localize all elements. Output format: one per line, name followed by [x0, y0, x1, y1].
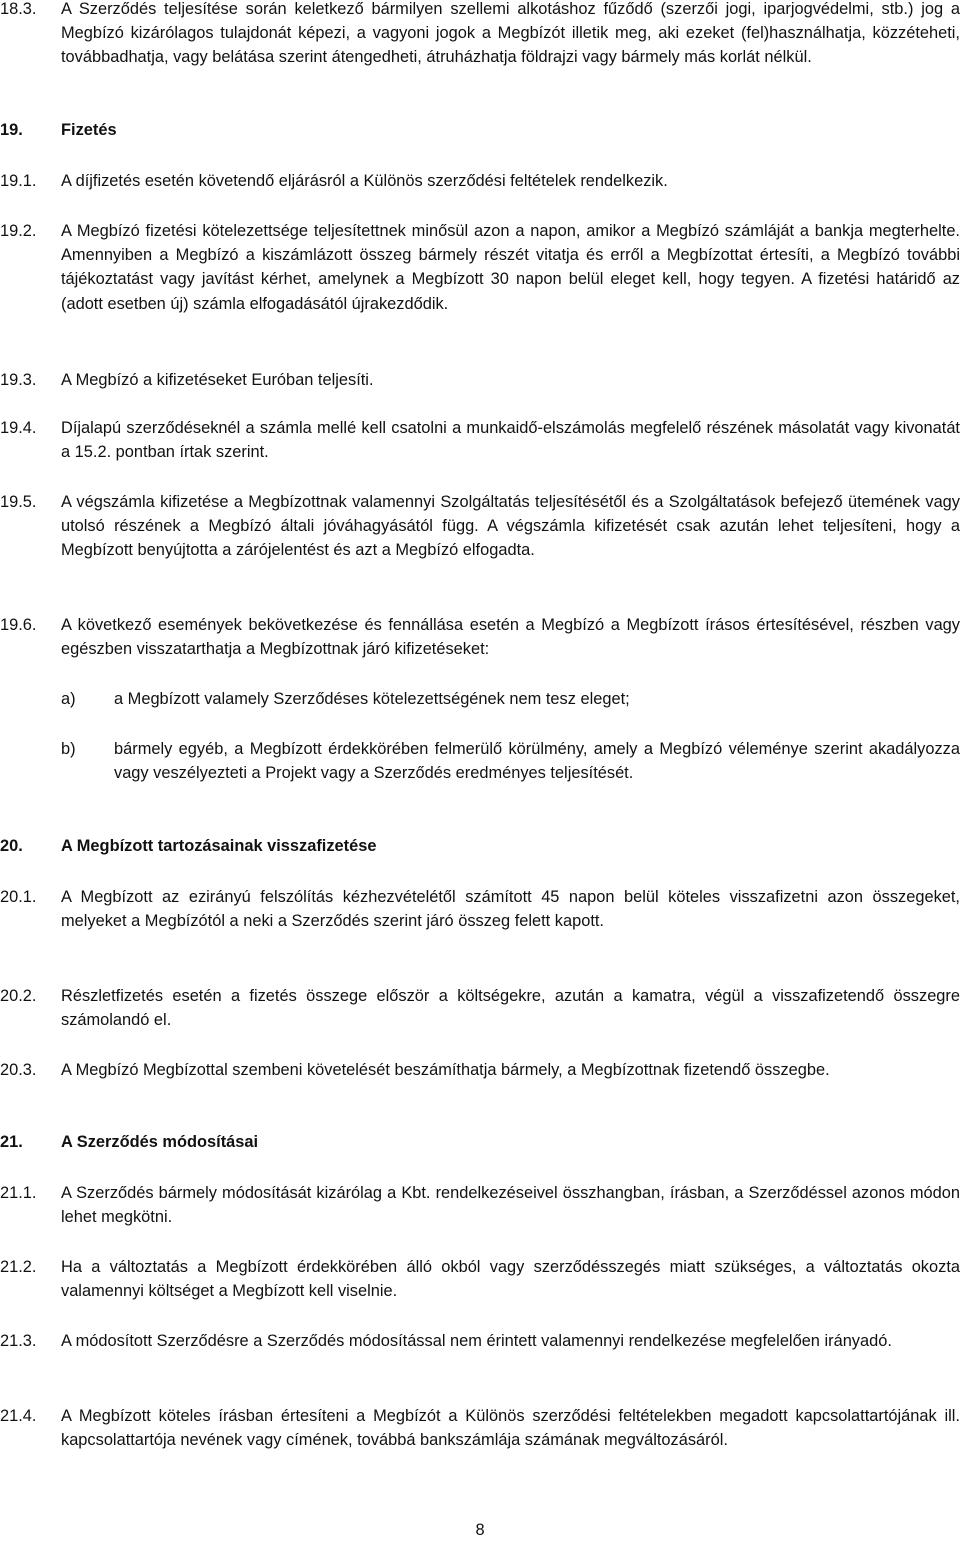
clause-20-2 — [0, 984, 960, 1032]
list-item-text: bármely egyéb, a Megbízott érdekkörében felmerülő körülmény, amely a Megbízó véleménye szerint akadályozza vagy veszélyezteti a Projekt vagy a Szerződés eredményes teljesítését. — [114, 740, 960, 783]
clause-number: 21.3. — [0, 1332, 37, 1350]
clause-text: A Megbízott köteles írásban értesíteni a Megbízót a Különös szerződési feltételekben megadott kapcsolattartójának ill. kapcsolattartója nevének vagy címének, továbbá bankszámlája számának megváltozásáról. — [61, 1407, 960, 1450]
clause-number: 20.2. — [0, 987, 37, 1005]
clause-number: 19.4. — [0, 419, 37, 437]
section-heading-21 — [0, 1130, 960, 1154]
clause-number: 21.4. — [0, 1407, 37, 1425]
clause-text: Részletfizetés esetén a fizetés összege először a költségekre, azután a kamatra, végül a visszafizetendő összegre számolandó el. — [61, 987, 960, 1030]
clause-text: A díjfizetés esetén követendő eljárásról a Különös szerződési feltételek rendelkezik. — [61, 172, 668, 190]
clause-number: 19.6. — [0, 616, 37, 634]
clause-19-4 — [0, 416, 960, 464]
clause-20-1 — [0, 885, 960, 933]
clause-text: A következő események bekövetkezése és fennállása esetén a Megbízó a Megbízott írásos értesítésével, részben vagy egészben visszatarthatja a Megbízottnak járó kifizetéseket: — [61, 616, 960, 659]
clause-number: 19.1. — [0, 172, 37, 190]
clause-number: 19.3. — [0, 371, 37, 389]
clause-text: A Szerződés bármely módosítását kizárólag a Kbt. rendelkezéseivel összhangban, írásban, a Szerződéssel azonos módon lehet megkötni. — [61, 1184, 960, 1227]
page-number: 8 — [475, 1521, 485, 1539]
clause-19-2 — [0, 219, 960, 316]
section-heading-19 — [0, 118, 960, 142]
clause-number: 20.1. — [0, 888, 37, 906]
clause-18-3 — [0, 0, 960, 70]
clause-number: 20.3. — [0, 1061, 37, 1079]
clause-number: 21.1. — [0, 1184, 37, 1202]
clause-19-5 — [0, 490, 960, 563]
clause-number: 19.2. — [0, 222, 37, 240]
clause-21-4 — [0, 1404, 960, 1452]
list-item-text: a Megbízott valamely Szerződéses kötelezettségének nem tesz eleget; — [114, 690, 630, 708]
clause-text: A Megbízott az ezirányú felszólítás kézhezvételétől számított 45 napon belül köteles visszafizetni azon összegeket, melyeket a Megbízótól a neki a Szerződés szerint járó összeg felett kapott. — [61, 888, 960, 931]
clause-19-1 — [0, 169, 960, 193]
list-item-letter: b) — [61, 740, 76, 758]
clause-text: A végszámla kifizetése a Megbízottnak valamennyi Szolgáltatás teljesítésétől és a Szolgáltatások befejező ütemének vagy utolsó részének a Megbízó általi jóváhagyásától függ. A végszámla kifizetését csak azután lehet teljesíteni, hogy a Megbízott benyújtotta a zárójelentést és azt a Megbízó elfogadta. — [61, 493, 960, 560]
clause-text: A módosított Szerződésre a Szerződés módosítással nem érintett valamennyi rendelkezése megfelelően irányadó. — [61, 1332, 892, 1350]
clause-21-2 — [0, 1255, 960, 1303]
clause-21-1 — [0, 1181, 960, 1229]
clause-text: A Megbízó Megbízottal szembeni követelését beszámíthatja bármely, a Megbízottnak fizetendő összegbe. — [61, 1061, 830, 1079]
clause-text: Ha a változtatás a Megbízott érdekkörében álló okból vagy szerződésszegés miatt szükséges, a változtatás okozta valamennyi költséget a Megbízott kell viselnie. — [61, 1258, 960, 1301]
clause-20-3 — [0, 1058, 960, 1082]
clause-number: 21.2. — [0, 1258, 37, 1276]
list-item-a — [0, 687, 960, 711]
section-heading-20 — [0, 834, 960, 858]
clause-21-3 — [0, 1329, 960, 1353]
clause-19-3 — [0, 368, 960, 392]
section-title: A Szerződés módosításai — [61, 1133, 259, 1151]
section-title: A Megbízott tartozásainak visszafizetése — [61, 837, 377, 855]
section-title: Fizetés — [61, 121, 117, 139]
clause-text: A Megbízó a kifizetéseket Euróban teljesíti. — [61, 371, 374, 389]
section-number: 21. — [0, 1133, 23, 1151]
list-item-letter: a) — [61, 690, 76, 708]
list-item-b — [0, 737, 960, 785]
section-number: 20. — [0, 837, 23, 855]
clause-text: A Szerződés teljesítése során keletkező bármilyen szellemi alkotáshoz fűződő (szerzői jogi, iparjogvédelmi, stb.) jog a Megbízó kizárólagos tulajdonát képezi, a vagyoni jogok a Megbízót illetik meg, aki ezeket (fel)használhatja, közzéteheti, továbbadhatja, vagy belátása szerint átengedheti, átruházhatja földrajzi vagy bármely más korlát nélkül. — [61, 0, 960, 67]
clause-text: A Megbízó fizetési kötelezettsége teljesítettnek minősül azon a napon, amikor a Megbízó számláját a bankja megterhelte. Amennyiben a Megbízó a kiszámlázott összeg bármely részét vitatja és erről a Megbízottat értesíti, a Megbízó további tájékoztatást vagy javítást kérhet, amelynek a Megbízott 30 napon belül eleget kell, hogy tegyen. A fizetési határidő az (adott esetben új) számla elfogadásától újrakezdődik. — [61, 222, 960, 313]
clause-number: 18.3. — [0, 0, 37, 18]
clause-number: 19.5. — [0, 493, 37, 511]
clause-text: Díjalapú szerződéseknél a számla mellé kell csatolni a munkaidő-elszámolás megfelelő részének másolatát vagy kivonatát a 15.2. pontban írtak szerint. — [61, 419, 960, 462]
section-number: 19. — [0, 121, 23, 139]
clause-19-6 — [0, 613, 960, 661]
